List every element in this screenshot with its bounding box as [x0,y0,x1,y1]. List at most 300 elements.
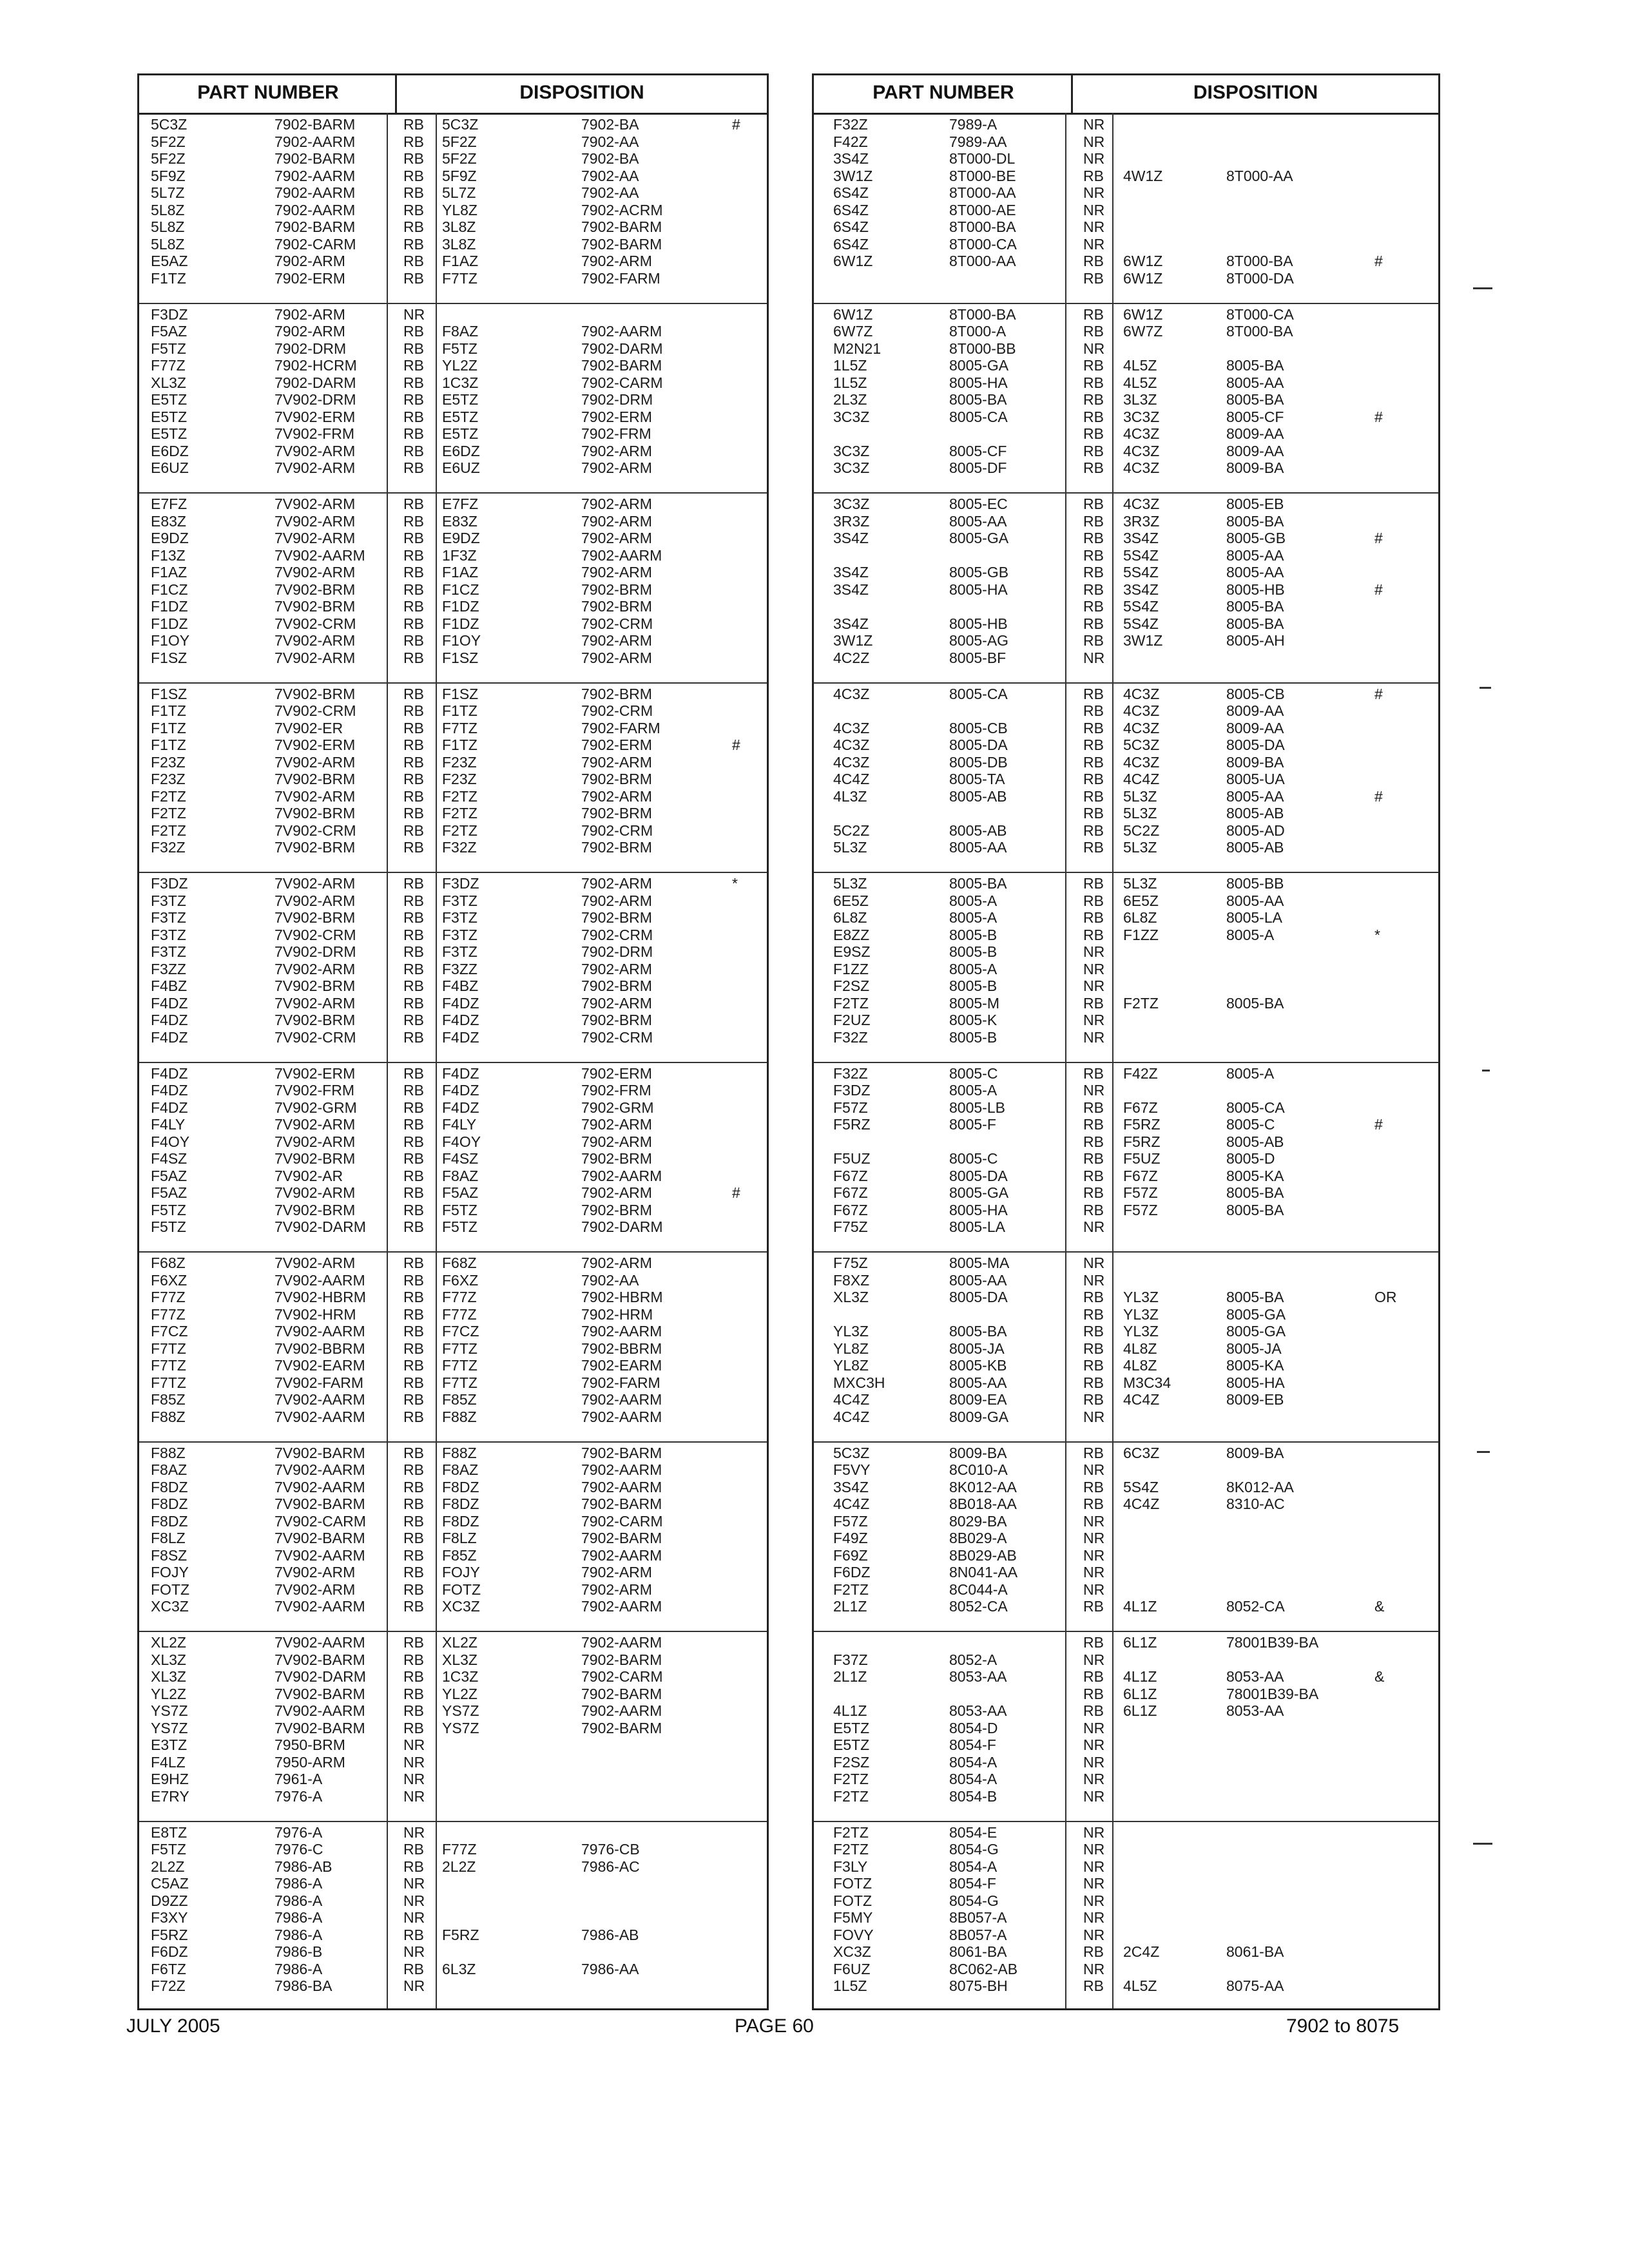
disposition-code: RB [1083,632,1104,649]
disposition-code: RB [1083,702,1104,719]
base-number: 8T000-BB [949,340,1016,357]
table-row [139,649,767,667]
base-number: 8005-A [949,960,998,977]
replacement-base: 7902-FARM [581,719,660,736]
part-number: F5TZ [151,1841,186,1858]
base-number: 8005-BA [949,1323,1007,1340]
base-number: 7V902-BARM [275,1719,365,1736]
disposition-code: RB [1083,1634,1104,1651]
base-number: 8029-BA [949,1512,1007,1530]
base-number: 7V902-BRM [275,805,356,822]
replacement-prefix: F1SZ [442,685,479,702]
replacement-base: 7902-DRM [581,943,653,960]
base-number: 7V902-AARM [275,546,365,564]
base-number: 7986-A [275,1875,323,1892]
disposition-code: RB [403,1960,424,1977]
base-number: 7989-A [949,116,998,133]
base-number: 8T000-CA [949,235,1017,253]
part-number: E5TZ [151,425,188,442]
disposition-code: NR [1083,133,1105,150]
table-row [139,1564,767,1581]
disposition-code: RB [403,253,424,269]
base-number: 7V902-DRM [275,391,356,408]
table-row [139,943,767,961]
disposition-code: NR [1083,1254,1105,1271]
table-row [814,1720,1438,1737]
replacement-prefix: E5TZ [442,408,479,425]
table-row [139,995,767,1012]
replacement-prefix: F1DZ [442,598,479,615]
part-number: F5AZ [151,323,188,340]
table-row [139,340,767,358]
replacement-base: 8009-BA [1226,459,1284,476]
base-number: 7V902-ARM [275,632,356,649]
replacement-base: 7902-BRM [581,805,652,822]
table-row [814,1202,1438,1219]
disposition-code: RB [1083,615,1104,632]
part-number: F49Z [833,1530,868,1546]
base-number: 8054-F [949,1736,996,1753]
part-number: 6S4Z [833,201,869,218]
disposition-code: RB [403,374,424,391]
replacement-base: 8005-KA [1226,1357,1284,1374]
replacement-base: 7902-CARM [581,1668,663,1685]
replacement-base: 7902-ARM [581,960,652,977]
part-number: F75Z [833,1254,868,1271]
base-number: 7902-AARM [275,167,356,184]
replacement-base: 8005-BA [1226,1201,1284,1218]
replacement-base: 7902-BARM [581,218,662,235]
part-number: E8ZZ [833,926,870,943]
disposition-code: RB [403,1167,424,1184]
part-number: F67Z [833,1167,868,1184]
disposition-code: RB [1083,323,1104,340]
base-number: 8T000-AE [949,201,1016,218]
table-row [814,1892,1438,1910]
replacement-prefix: 5S4Z [1123,564,1159,581]
part-number: E6UZ [151,459,189,476]
part-number: 2L1Z [833,1598,867,1615]
replacement-prefix: 6W1Z [1123,269,1163,287]
replacement-prefix: 6L3Z [442,1960,476,1977]
replacement-base: 7902-CARM [581,374,663,391]
header-divider [1071,75,1073,113]
disposition-code: RB [1083,1116,1104,1133]
disposition-code: RB [1083,771,1104,787]
base-number: 7V902-HRM [275,1305,356,1323]
base-number: 8052-CA [949,1598,1008,1615]
replacement-base: 7902-ACRM [581,201,663,218]
replacement-base: 7902-AA [581,1271,639,1289]
replacement-prefix: F2TZ [1123,994,1159,1012]
base-number: 7V902-ARM [275,649,356,666]
disposition-code: RB [1083,822,1104,839]
table-row [139,1099,767,1117]
replacement-base: 7902-AARM [581,1702,662,1719]
replacement-prefix: F67Z [1123,1099,1158,1116]
part-number: F2TZ [151,822,186,839]
disposition-code: NR [403,1909,425,1926]
table-row [139,1254,767,1272]
base-number: 8005-HA [949,374,1008,391]
replacement-base: 8005-BA [1226,1289,1284,1305]
base-number: 7V902-FRM [275,425,354,442]
replacement-base: 8005-UA [1226,771,1285,787]
base-number: 8005-DB [949,753,1008,771]
disposition-code: NR [1083,1719,1105,1736]
part-number: F1TZ [151,736,186,753]
table-row [139,495,767,513]
table-row [139,236,767,253]
replacement-prefix: FOTZ [442,1581,481,1598]
replacement-base: 7902-HBRM [581,1289,663,1305]
replacement-base: 8310-AC [1226,1495,1285,1512]
base-number: 8B057-A [949,1926,1007,1943]
replacement-base: 7902-ARM [581,442,652,459]
table-row [814,425,1438,443]
replacement-prefix: F3ZZ [442,960,477,977]
replacement-base: 7902-ARM [581,459,652,476]
disposition-code: RB [403,736,424,753]
note: & [1374,1598,1385,1615]
base-number: 7902-AARM [275,201,356,218]
base-number: 7V902-ARM [275,892,356,909]
base-number: 7V902-AARM [275,1391,365,1408]
base-number: 7V902-ARM [275,495,356,512]
replacement-base: 7902-ARM [581,875,652,892]
part-number: F77Z [151,1305,186,1323]
part-number: F32Z [833,1028,868,1046]
replacement-base: 7902-BRM [581,909,652,926]
disposition-code: RB [403,150,424,167]
replacement-base: 7902-BA [581,150,639,167]
table-row [139,1771,767,1788]
replacement-base: 8005-LA [1226,909,1282,926]
disposition-code: RB [403,805,424,822]
part-number: F32Z [151,839,186,856]
table-row [814,1702,1438,1720]
replacement-base: 7902-AA [581,184,639,201]
replacement-prefix: F1AZ [442,253,479,269]
base-number: 8T000-BA [949,218,1016,235]
disposition-code: RB [403,1926,424,1943]
disposition-code: RB [403,1408,424,1425]
base-number: 7V902-ARM [275,994,356,1012]
replacement-prefix: F6XZ [442,1271,479,1289]
replacement-prefix: YS7Z [442,1719,479,1736]
table-row [139,357,767,374]
replacement-base: 7902-BRM [581,1150,652,1167]
disposition-code: RB [403,926,424,943]
base-number: 8005-JA [949,1340,1005,1357]
replacement-prefix: F5UZ [1123,1150,1161,1167]
part-number: F5TZ [151,1218,186,1235]
replacement-prefix: F57Z [1123,1201,1158,1218]
base-number: 7V902-ARM [275,787,356,805]
table-row [139,168,767,185]
replacement-base: 7902-FRM [581,425,651,442]
table-row [139,1479,767,1496]
disposition-code: RB [1083,1289,1104,1305]
replacement-prefix: XL2Z [442,1634,477,1651]
table-row [814,357,1438,374]
disposition-code: NR [403,1892,425,1909]
table-row [814,1977,1438,1995]
replacement-base: 8009-BA [1226,753,1284,771]
replacement-base: 7902-ARM [581,512,652,530]
right-table [812,73,1440,2010]
replacement-prefix: F32Z [442,839,477,856]
disposition-code: RB [403,340,424,357]
part-number: 5F9Z [151,167,186,184]
replacement-prefix: 3L8Z [442,235,476,253]
table-row [139,547,767,564]
replacement-prefix: F1AZ [442,564,479,581]
part-number: 3C3Z [833,495,870,512]
disposition-code: RB [403,1512,424,1530]
part-number: 4C4Z [833,771,870,787]
replacement-prefix: F4DZ [442,1012,479,1028]
replacement-prefix: F5TZ [442,1218,477,1235]
disposition-code: NR [1083,1823,1105,1841]
base-number: 7V902-ARM [275,1254,356,1271]
disposition-code: NR [403,1753,425,1771]
base-number: 8005-AB [949,787,1007,805]
part-number: 6S4Z [833,235,869,253]
table-row [139,1875,767,1892]
part-number: F88Z [151,1408,186,1425]
group-divider [139,682,767,684]
disposition-code: RB [1083,1150,1104,1167]
part-number: F5MY [833,1909,873,1926]
replacement-prefix: F88Z [442,1444,477,1461]
disposition-code: NR [403,1943,425,1960]
table-row [139,720,767,737]
table-row [814,168,1438,185]
base-number: 7V902-ARM [275,564,356,581]
table-row [814,270,1438,287]
table-row [814,513,1438,530]
base-number: 8005-CF [949,442,1007,459]
part-number: F2TZ [833,1771,869,1787]
base-number: 7V902-AARM [275,1702,365,1719]
replacement-prefix: F3TZ [442,909,477,926]
replacement-base: 8009-EB [1226,1391,1284,1408]
part-number: F69Z [833,1546,868,1564]
replacement-base: 7902-EARM [581,1357,662,1374]
disposition-code: RB [403,442,424,459]
disposition-code: RB [1083,909,1104,926]
replacement-prefix: F88Z [442,1408,477,1425]
replacement-base: 7902-ARM [581,495,652,512]
base-number: 8054-B [949,1787,998,1805]
part-number: F57Z [833,1512,868,1530]
note: OR [1374,1289,1397,1305]
disposition-code: NR [1083,1082,1105,1099]
table-row [814,1943,1438,1961]
replacement-prefix: XL3Z [442,1651,477,1668]
replacement-prefix: F1ZZ [1123,926,1159,943]
base-number: 7V902-ARM [275,459,356,476]
part-number: 3S4Z [833,530,869,546]
replacement-prefix: F1DZ [442,615,479,632]
base-number: 7950-BRM [275,1736,345,1753]
part-number: 6W7Z [833,323,873,340]
disposition-code: NR [1083,1461,1105,1478]
replacement-prefix: F2TZ [442,805,477,822]
disposition-code: RB [1083,530,1104,546]
base-number: 8T000-DL [949,150,1016,167]
part-number: F67Z [833,1201,868,1218]
replacement-prefix: F8AZ [442,1461,479,1478]
replacement-prefix: F68Z [442,1254,477,1271]
replacement-base: 7902-ARM [581,1564,652,1581]
part-number: XL3Z [833,1289,869,1305]
replacement-base: 8005-BB [1226,875,1284,892]
replacement-base: 7902-GRM [581,1099,654,1116]
base-number: 8005-CB [949,719,1008,736]
replacement-base: 7902-AARM [581,1634,662,1651]
base-number: 7976-A [275,1787,323,1805]
note: # [1374,787,1383,805]
base-number: 7V902-DARM [275,1668,366,1685]
group-divider [814,303,1438,304]
table-row [814,1581,1438,1599]
replacement-prefix: 4C3Z [1123,459,1160,476]
part-number: 4L3Z [833,787,867,805]
disposition-code: NR [403,1977,425,1994]
margin-mark [1473,1843,1492,1845]
base-number: 8005-C [949,1150,998,1167]
part-number: F23Z [151,771,186,787]
disposition-code: RB [1083,1133,1104,1150]
replacement-prefix: F8DZ [442,1478,479,1495]
part-number: F77Z [151,357,186,374]
table-row [814,1547,1438,1564]
replacement-prefix: 5L7Z [442,184,476,201]
part-number: C5AZ [151,1875,189,1892]
base-number: 8C044-A [949,1581,1008,1598]
table-row [814,306,1438,323]
table-row [139,839,767,856]
part-number: 3S4Z [833,564,869,581]
disposition-code: NR [1083,1858,1105,1875]
replacement-prefix: YL3Z [1123,1305,1159,1323]
replacement-base: 7902-CRM [581,822,653,839]
part-number: FOTZ [833,1892,872,1909]
base-number: 8005-EC [949,495,1008,512]
replacement-base: 8005-BA [1226,1184,1284,1201]
disposition-code: RB [403,1651,424,1668]
disposition-code: NR [1083,1012,1105,1028]
replacement-prefix: 5S4Z [1123,615,1159,632]
table-row [814,253,1438,270]
table-row [139,202,767,219]
base-number: 7V902-ERM [275,1064,356,1082]
replacement-prefix: F4SZ [442,1150,479,1167]
disposition-heading: DISPOSITION [519,82,644,103]
disposition-code: NR [1083,1736,1105,1753]
replacement-prefix: F8DZ [442,1512,479,1530]
table-row [139,1323,767,1340]
base-number: 7V902-ARM [275,512,356,530]
disposition-code: RB [403,615,424,632]
table-row [814,391,1438,408]
disposition-code: RB [1083,167,1104,184]
base-number: 8054-A [949,1858,998,1875]
replacement-prefix: 3L3Z [1123,391,1157,408]
disposition-code: RB [403,892,424,909]
table-row [814,1133,1438,1151]
base-number: 7986-BA [275,1977,333,1994]
base-number: 7V902-ARM [275,960,356,977]
part-number: E6DZ [151,442,189,459]
replacement-base: 8053-AA [1226,1702,1284,1719]
table-row [814,150,1438,168]
table-row [814,1116,1438,1133]
part-number: 5L8Z [151,235,185,253]
part-number: 1L5Z [833,357,867,374]
part-number: FOJY [151,1564,189,1581]
disposition-code: RB [403,702,424,719]
base-number: 8B018-AA [949,1495,1017,1512]
replacement-prefix: 5C3Z [1123,736,1160,753]
disposition-code: NR [1083,943,1105,960]
base-number: 7961-A [275,1771,323,1787]
replacement-base: 7902-ARM [581,1133,652,1150]
table-row [139,1943,767,1961]
table-row [814,1736,1438,1754]
left-table [137,73,769,2010]
base-number: 8005-AG [949,632,1009,649]
table-row [139,459,767,477]
base-number: 8T000-A [949,323,1007,340]
part-number: F2UZ [833,1012,871,1028]
disposition-code: NR [1083,116,1105,133]
base-number: 7902-HCRM [275,357,357,374]
replacement-prefix: 4C3Z [1123,719,1160,736]
replacement-prefix: 5L3Z [1123,805,1157,822]
part-number: F5AZ [151,1184,188,1201]
part-number: E5TZ [151,408,188,425]
table-row [814,788,1438,805]
replacement-base: 8005-AA [1226,374,1284,391]
table-row [139,1340,767,1358]
disposition-code: RB [1083,408,1104,425]
part-number: F5RZ [833,1116,871,1133]
base-number: 7902-DRM [275,340,347,357]
disposition-code: NR [403,1823,425,1841]
replacement-prefix: F5TZ [442,340,477,357]
replacement-prefix: YL2Z [442,357,477,374]
table-row [139,771,767,788]
base-number: 8B029-A [949,1530,1007,1546]
table-row [814,1634,1438,1651]
disposition-code: RB [1083,1340,1104,1357]
part-number: 6E5Z [833,892,869,909]
part-number: YL8Z [833,1340,869,1357]
table-row [139,116,767,133]
right-table-header [814,75,1438,115]
replacement-prefix: XC3Z [442,1598,480,1615]
replacement-prefix: 6C3Z [1123,1444,1160,1461]
part-number: 6S4Z [833,218,869,235]
disposition-code: NR [1083,1960,1105,1977]
part-number: YL3Z [833,1323,869,1340]
base-number: 7V902-ER [275,719,343,736]
replacement-base: 7902-BRM [581,685,652,702]
part-number: 3W1Z [833,632,873,649]
